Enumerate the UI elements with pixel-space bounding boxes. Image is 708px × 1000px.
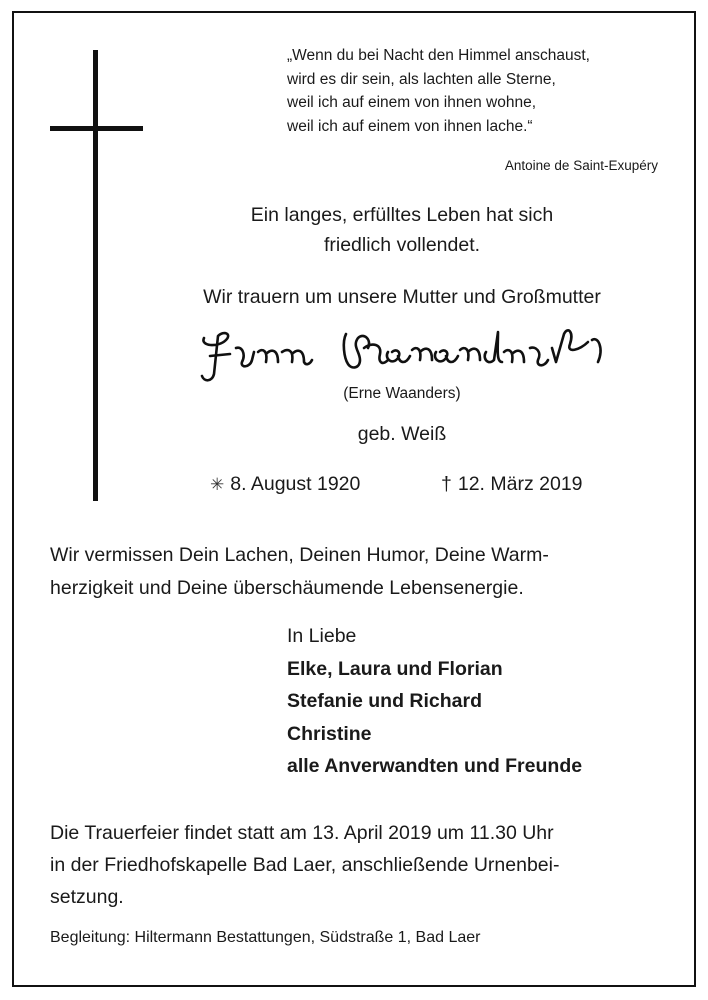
- ceremony-line: Die Trauerfeier findet statt am 13. April 2019 um 11.30 Uhr: [50, 822, 554, 844]
- signoff: [287, 620, 582, 783]
- mourner-name: alle Anverwandten und Freunde: [287, 755, 583, 777]
- quote-line: „Wenn du bei Nacht den Himmel anschaust,: [287, 47, 590, 64]
- cross-horizontal-bar: [50, 126, 143, 131]
- quote-line: weil ich auf einem von ihnen wohne,: [287, 94, 537, 111]
- funeral-home-info: Begleitung: Hiltermann Bestattungen, Südstraße 1, Bad Laer: [50, 929, 481, 946]
- mourner-name: Stefanie und Richard: [287, 690, 483, 712]
- quote-line: wird es dir sein, als lachten alle Sterne,: [287, 70, 556, 88]
- mourner-name: Elke, Laura und Florian: [287, 657, 503, 680]
- star-icon: ✳: [210, 475, 225, 494]
- ceremony-line: in der Friedhofskapelle Bad Laer, anschließende Urnenbei-: [50, 854, 560, 876]
- quote-line: weil ich auf einem von ihnen lache.“: [287, 117, 533, 135]
- cross-vertical-bar: [93, 50, 98, 501]
- birth-date: [210, 473, 360, 496]
- remembrance-text: [50, 539, 662, 605]
- death-date: [441, 473, 583, 496]
- intro-line: Ein langes, erfülltes Leben hat sich: [250, 204, 554, 226]
- deceased-alt-name: (Erne Waanders): [343, 385, 461, 402]
- quote: [287, 44, 667, 138]
- birth-date-text: 8. August 1920: [230, 473, 361, 495]
- signoff-intro: In Liebe: [287, 625, 357, 647]
- handwritten-signature: [196, 318, 636, 388]
- mourning-line: Wir trauern um unsere Mutter und Großmutter: [203, 286, 601, 308]
- quote-author: Antoine de Saint-Exupéry: [504, 158, 658, 173]
- birth-name: geb. Weiß: [357, 423, 447, 445]
- mourner-name: Christine: [287, 722, 372, 745]
- dagger-icon: †: [441, 473, 452, 495]
- remembrance-line: herzigkeit und Deine überschäumende Lebensenergie.: [50, 577, 524, 599]
- ceremony-line: setzung.: [50, 886, 124, 908]
- remembrance-line: Wir vermissen Dein Lachen, Deinen Humor, Deine Warm-: [50, 544, 549, 566]
- intro-text: [152, 200, 652, 260]
- ceremony-info: [50, 817, 670, 913]
- death-date-text: 12. März 2019: [457, 473, 583, 495]
- intro-line: friedlich vollendet.: [323, 234, 481, 256]
